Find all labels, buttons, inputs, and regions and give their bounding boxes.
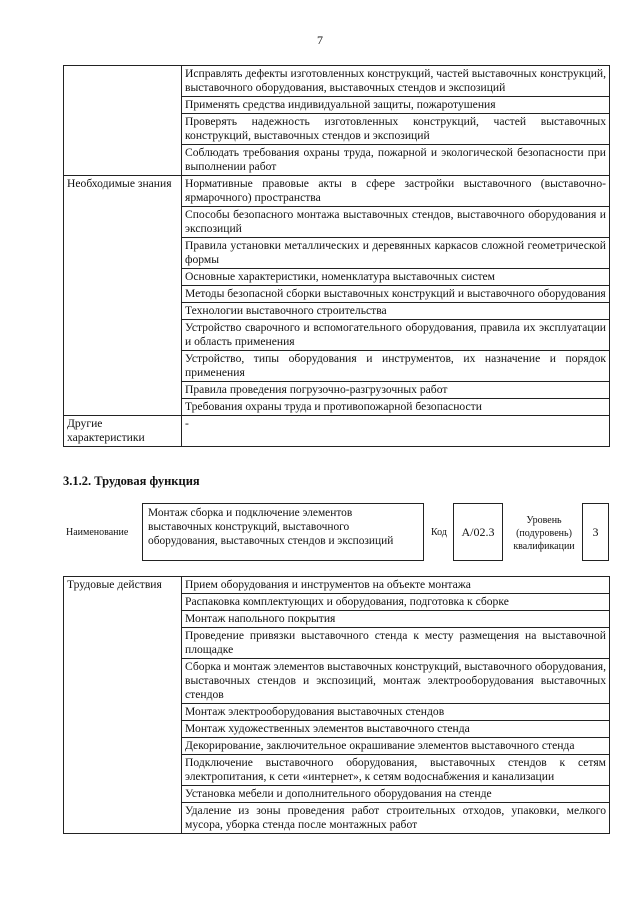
row-label: Трудовые действия <box>64 577 182 834</box>
row-item: Прием оборудования и инструментов на объекте монтажа <box>182 577 610 594</box>
code-box <box>453 503 503 561</box>
row-item: Проверять надежность изготовленных конструкций, частей выставочных конструкций, выставочных стендов и экспозиций <box>182 114 610 145</box>
table-row <box>64 176 610 207</box>
row-item: Соблюдать требования охраны труда, пожарной и экологической безопасности при выполнении работ <box>182 145 610 176</box>
row-item: Основные характеристики, номенклатура выставочных систем <box>182 269 610 286</box>
row-item: Монтаж художественных элементов выставочного стенда <box>182 721 610 738</box>
row-item: Сборка и монтаж элементов выставочных конструкций, выставочного оборудования, выставочных стендов и экспозиций, монтаж электрооборудования выставочных стендов <box>182 659 610 704</box>
function-name-value: Монтаж сборка и подключение элементов выставочных конструкций, выставочного оборудования, выставочных стендов и экспозиций <box>148 507 394 547</box>
row-item: Устройство, типы оборудования и инструментов, их назначение и порядок применения <box>182 351 610 382</box>
row-item: Установка мебели и дополнительного оборудования на стенде <box>182 786 610 803</box>
row-item: Способы безопасного монтажа выставочных стендов, выставочного оборудования и экспозиций <box>182 207 610 238</box>
row-item: Устройство сварочного и вспомогательного оборудования, правила их эксплуатации и область применения <box>182 320 610 351</box>
table-row <box>64 577 610 594</box>
row-label: Другие характеристики <box>64 416 182 447</box>
table1-body <box>64 66 610 447</box>
labor-actions-table <box>63 576 610 834</box>
level-value: 3 <box>592 524 599 539</box>
row-item: Монтаж напольного покрытия <box>182 611 610 628</box>
skills-knowledge-table <box>63 65 610 447</box>
level-box <box>582 503 609 561</box>
row-item: Монтаж электрооборудования выставочных стендов <box>182 704 610 721</box>
table2-body <box>64 577 610 834</box>
row-item: Технологии выставочного строительства <box>182 303 610 320</box>
row-item: Правила проведения погрузочно-разгрузочных работ <box>182 382 610 399</box>
row-label <box>64 66 182 176</box>
level-label: Уровень (подуровень) квалификации <box>513 515 575 552</box>
row-label: Необходимые знания <box>64 176 182 416</box>
code-value: А/02.3 <box>461 524 495 539</box>
table-row <box>64 416 610 447</box>
row-item: Методы безопасной сборки выставочных конструкций и выставочного оборудования <box>182 286 610 303</box>
row-item: Распаковка комплектующих и оборудования, подготовка к сборке <box>182 594 610 611</box>
function-name-box <box>142 503 424 561</box>
row-item: Нормативные правовые акты в сфере застройки выставочного (выставочно-ярмарочного) пространства <box>182 176 610 207</box>
row-item: Требования охраны труда и противопожарной безопасности <box>182 399 610 416</box>
row-item: Подключение выставочного оборудования, выставочных стендов к сетям электропитания, к сети «интернет», к сетям водоснабжения и канализации <box>182 755 610 786</box>
table-row <box>64 66 610 97</box>
row-item: Декорирование, заключительное окрашивание элементов выставочного стенда <box>182 738 610 755</box>
name-label: Наименование <box>66 527 129 538</box>
row-item: Удаление из зоны проведения работ строительных отходов, упаковки, мелкого мусора, уборка стенда после монтажных работ <box>182 803 610 834</box>
row-item: - <box>182 416 610 447</box>
section-heading: 3.1.2. Трудовая функция <box>63 474 200 488</box>
row-item: Исправлять дефекты изготовленных конструкций, частей выставочных конструкций, выставочного оборудования, выставочных стендов и экспозиций <box>182 66 610 97</box>
row-item: Правила установки металлических и деревянных каркасов сложной геометрической формы <box>182 238 610 269</box>
row-item: Проведение привязки выставочного стенда к месту размещения на выставочной площадке <box>182 628 610 659</box>
code-label: Код <box>431 527 447 538</box>
page-number: 7 <box>317 33 323 47</box>
row-item: Применять средства индивидуальной защиты, пожаротушения <box>182 97 610 114</box>
